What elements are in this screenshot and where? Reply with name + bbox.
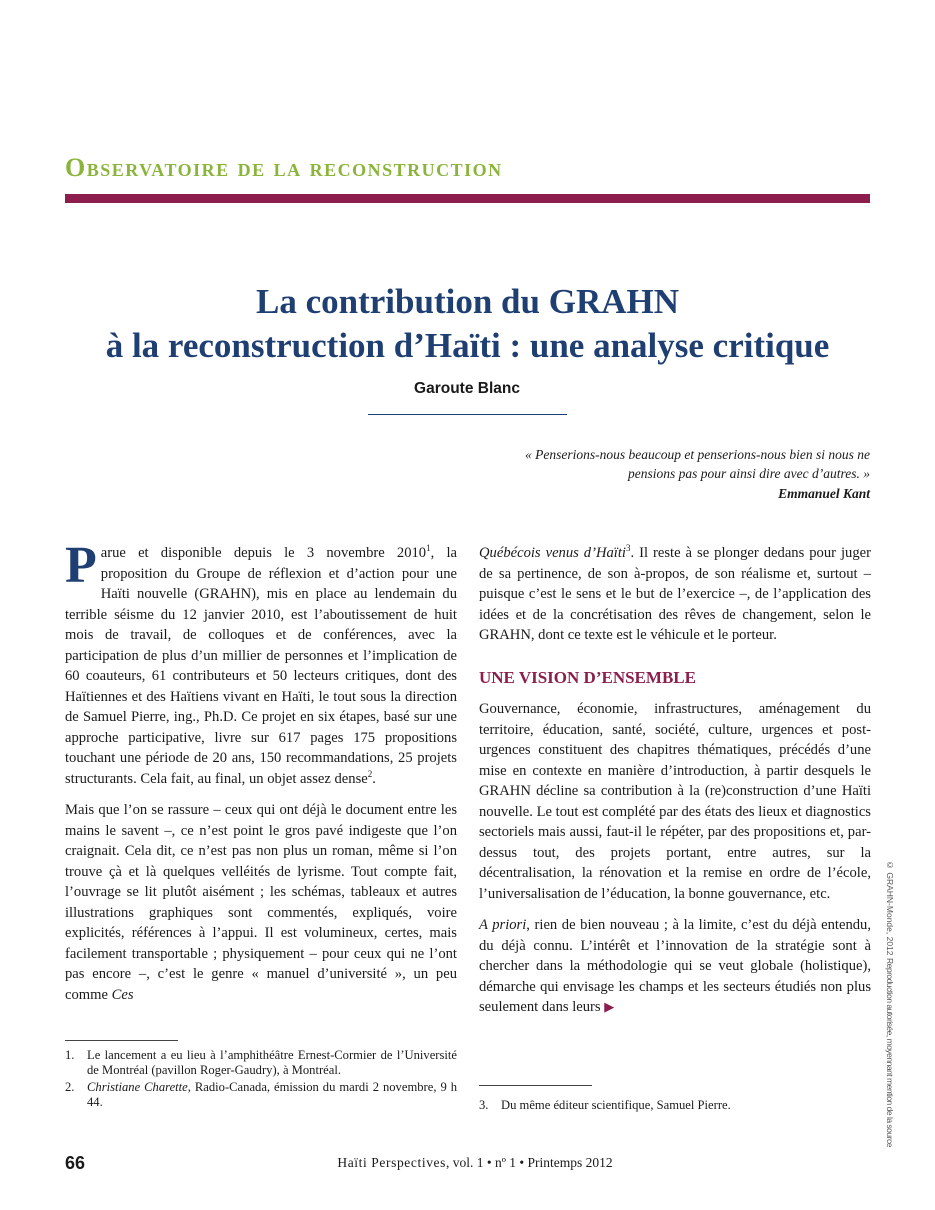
article-title: [40, 280, 895, 368]
footnote-number: 1.: [65, 1048, 75, 1062]
footnote-text-rest: , Radio-Canada, émission du mardi 2 novembre, 9 h 44.: [87, 1080, 458, 1109]
footnote-rule-right: [479, 1085, 592, 1086]
paragraph-1: [65, 537, 457, 789]
footnotes-left: [65, 1048, 457, 1112]
copyright-side-note: [880, 860, 895, 1147]
paragraph-5-italic: A priori: [479, 917, 527, 933]
paragraph-1-text-b: , la proposition du Groupe de réflexion et d’action pour une Haïti nouvelle (GRAHN), mis en place au lendemain du terrible séisme du 12 janvier 2010, est l’aboutissement de huit mois de travail, de colloques et de conférences, avec la participation de plus d’un millier de personnes et l’implication de 60 coauteurs, 61 contributeurs et 50 lecteurs critiques, dont des Haïtiennes et des Haïtiens vivant en Haïti, le tout sous la direction de Samuel Pierre, ing., Ph.D. Ce projet en six étapes, basé sur une approche participative, livre sur 617 pages 175 propositions touchant une période de 20 ans, 150 recommandations, 25 projets structurants. Cela fait, au final, un objet assez dense: [65, 545, 457, 787]
footnote-number: 3.: [479, 1098, 489, 1112]
paragraph-1-end: .: [372, 770, 376, 787]
footnote-text: Le lancement a eu lieu à l’amphithéâtre Ernest-Cormier de l’Université de Montréal (pavillon Roger-Gaudry), à Montréal.: [87, 1048, 457, 1077]
issue-info: , vol. 1 • nº 1 • Printemps 2012: [446, 1155, 613, 1170]
copyright-text: © GRAHN-Monde, 2012: [885, 860, 895, 956]
epigraph-line-2: pensions pas pour ainsi dire avec d’autres. »: [628, 466, 870, 481]
footnote-ref-2: 2: [367, 768, 373, 779]
footnote-1: [65, 1048, 457, 1078]
author-rule: [368, 414, 567, 415]
page-number: 66: [65, 1153, 86, 1173]
title-line-2: à la reconstruction d’Haïti : une analyse critique: [105, 326, 830, 365]
footnote-text: Du même éditeur scientifique, Samuel Pierre.: [501, 1098, 731, 1112]
section-header: Observatoire de la reconstruction: [65, 153, 503, 182]
running-footer: [265, 1155, 685, 1171]
left-column: [65, 537, 457, 1016]
drop-cap: P: [65, 537, 97, 594]
subsection-heading: UNE VISION D’ENSEMBLE: [479, 667, 696, 687]
paragraph-5-text: , rien de bien nouveau ; à la limite, c’est du déjà entendu, du déjà connu. L’intérêt et l’innovation de la stratégie sont à chercher dans la méthodologie qui se veut globale (holistique), démarche qui envisage les champs et les secteurs étudiés non plus seulement dans leurs: [479, 917, 871, 1015]
author-name: Garoute Blanc: [414, 380, 520, 397]
continue-arrow-icon: ▶: [604, 999, 615, 1014]
journal-name: Haïti Perspectives: [337, 1155, 446, 1170]
paragraph-2: [65, 800, 457, 1005]
footnote-italic: Christiane Charette: [87, 1080, 188, 1094]
footnote-3: [479, 1098, 871, 1113]
footnote-rule-left: [65, 1040, 178, 1041]
paragraph-4: Gouvernance, économie, infrastructures, aménagement du territoire, éducation, santé, société, culture, urgences et post-urgences constituent des chapitres thématiques, précédés d’une mise en contexte en manière d’introduction, à partir desquels le GRAHN décline sa contribution à la (re)construction d’une Haïti nouvelle. Le tout est complété par des états des lieux et diagnostics sectoriels mais aussi, faut-il le répéter, par des propositions et, par-dessus tout, des projets portant, entre autres, sur la décentralisation, la rénovation et la remise en ordre de l’école, l’universalisation de l’éducation, la bonne gouvernance, etc.: [479, 701, 871, 902]
footnote-ref-3: 3: [625, 543, 631, 554]
footnote-ref-1: 1: [426, 543, 431, 554]
footnotes-right: [479, 1098, 871, 1115]
paragraph-3-text: . Il reste à se plonger dedans pour juger de sa pertinence, de son à-propos, de son réalisme et, surtout – puisque c’est le sens et le but de l’exercice –, de l’application des idées et de la concrétisation des rêves de changement, selon le GRAHN, dont ce texte est le véhicule et le porteur.: [479, 545, 871, 643]
paragraph-3: [479, 543, 871, 646]
paragraph-1-text-a: arue et disponible depuis le 3 novembre 2010: [100, 545, 427, 561]
footnote-text: [87, 1080, 457, 1110]
header-rule: [65, 194, 870, 203]
epigraph: [420, 445, 870, 503]
epigraph-attribution: Emmanuel Kant: [778, 486, 870, 501]
epigraph-line-1: « Penserions-nous beaucoup et penserions-nous bien si nous ne: [525, 447, 870, 462]
paragraph-2-text: Mais que l’on se rassure – ceux qui ont déjà le document entre les mains le savent –, ce n’est point le gros pavé indigeste que l’on craignait. Cela dit, ce n’est pas non plus un roman, même si l’on trouve çà et là quelques velléités de lyrisme. Tout compte fait, l’ouvrage se lit plutôt aisément ; les schémas, tableaux et autres illustrations graphiques sont commentés, expliqués, voire explicités, références à l’appui. Il est volumineux, certes, mais facilement transportable ; physiquement – pour ceux qui ne l’ont pas encore –, c’est le genre « manuel d’université », un peu comme: [65, 802, 457, 1003]
right-column: [479, 543, 871, 1029]
footnote-2: [65, 1080, 457, 1110]
book-title-italic: Québécois venus d’Haïti: [479, 545, 626, 561]
reproduction-text: Reproduction autorisée, moyennant mention de la source: [885, 957, 895, 1147]
footnote-number: 2.: [65, 1080, 75, 1094]
title-line-1: La contribution du GRAHN: [256, 282, 679, 321]
paragraph-5: [479, 915, 871, 1018]
paragraph-2-italic: Ces: [111, 986, 134, 1003]
